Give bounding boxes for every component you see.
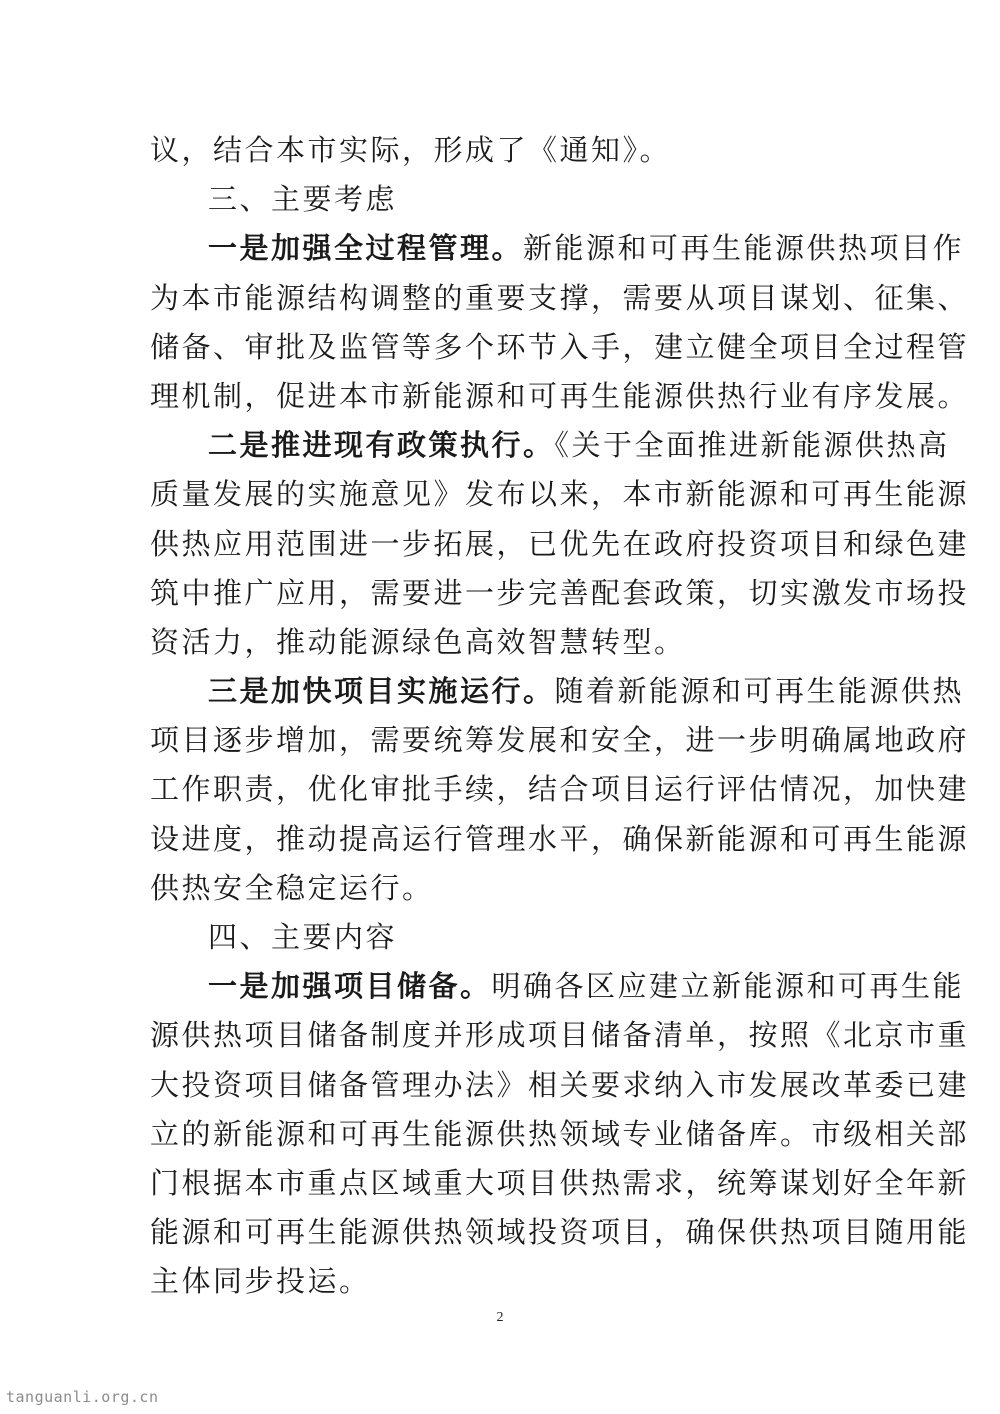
paragraph-line: 理机制，促进本市新能源和可再生能源供热行业有序发展。 [150,378,970,413]
paragraph-line: 为本市能源结构调整的重要支撑，需要从项目谋划、征集、 [150,280,970,315]
paragraph-line: 工作职责，优化审批手续，结合项目运行评估情况，加快建 [150,772,970,807]
page-number: 2 [496,1310,504,1325]
paragraph-first-line [150,224,965,273]
paragraph-4-1 [150,962,970,1306]
paragraph-lead: 三是加快项目实施运行。 [208,674,555,709]
section-heading-4: 四、主要内容 [208,920,398,954]
paragraph-line: 门根据本市重点区域重大项目供热需求，统筹谋划好全年新 [150,1165,970,1200]
paragraph-first-line [150,421,950,470]
paragraph-lead: 二是推进现有政策执行。 [208,428,555,463]
paragraph-3-1 [150,224,970,421]
paragraph-line: 立的新能源和可再生能源供热领域专业储备库。市级相关部 [150,1116,970,1151]
paragraph-line: 供热应用范围进一步拓展，已优先在政府投资项目和绿色建 [150,526,970,561]
paragraph-line: 能源和可再生能源供热领域投资项目，确保供热项目随用能 [150,1215,970,1250]
paragraph-first-line [150,667,965,716]
paragraph-text: 明确各区应建立新能源和可再生能 [491,969,965,1004]
paragraph-line: 项目逐步增加，需要统筹发展和安全，进一步明确属地政府 [150,723,970,758]
paragraph-3-3 [150,667,970,913]
watermark: tanguanli.org.cn [6,1388,159,1406]
paragraph-line: 质量发展的实施意见》发布以来，本市新能源和可再生能源 [150,477,970,512]
paragraph-line: 大投资项目储备管理办法》相关要求纳入市发展改革委已建 [150,1067,970,1102]
paragraph-lead: 一是加强全过程管理。 [208,231,524,266]
paragraph-text: 随着新能源和可再生能源供热 [554,674,965,709]
paragraph-line: 资活力，推动能源绿色高效智慧转型。 [150,624,686,659]
paragraph-text: 新能源和可再生能源供热项目作 [523,231,965,266]
paragraph-line: 储备、审批及监管等多个环节入手，建立健全项目全过程管 [150,329,970,364]
paragraph-lead: 一是加强项目储备。 [208,969,492,1004]
paragraph-text: 《关于全面推进新能源供热高 [554,428,950,463]
paragraph-line: 设进度，推动提高运行管理水平，确保新能源和可再生能源 [150,821,970,856]
section-heading-3: 三、主要考虑 [208,182,398,217]
paragraph-line: 筑中推广应用，需要进一步完善配套政策，切实激发市场投 [150,575,970,610]
paragraph-line: 主体同步投运。 [150,1264,371,1299]
paragraph-first-line [150,962,965,1011]
paragraph-line: 供热安全稳定运行。 [150,870,434,905]
paragraph-3-2 [150,421,970,667]
document-body [150,126,970,1307]
paragraph-intro-line: 议，结合本市实际，形成了《通知》。 [150,133,672,167]
paragraph-line: 源供热项目储备制度并形成项目储备清单，按照《北京市重 [150,1018,970,1053]
